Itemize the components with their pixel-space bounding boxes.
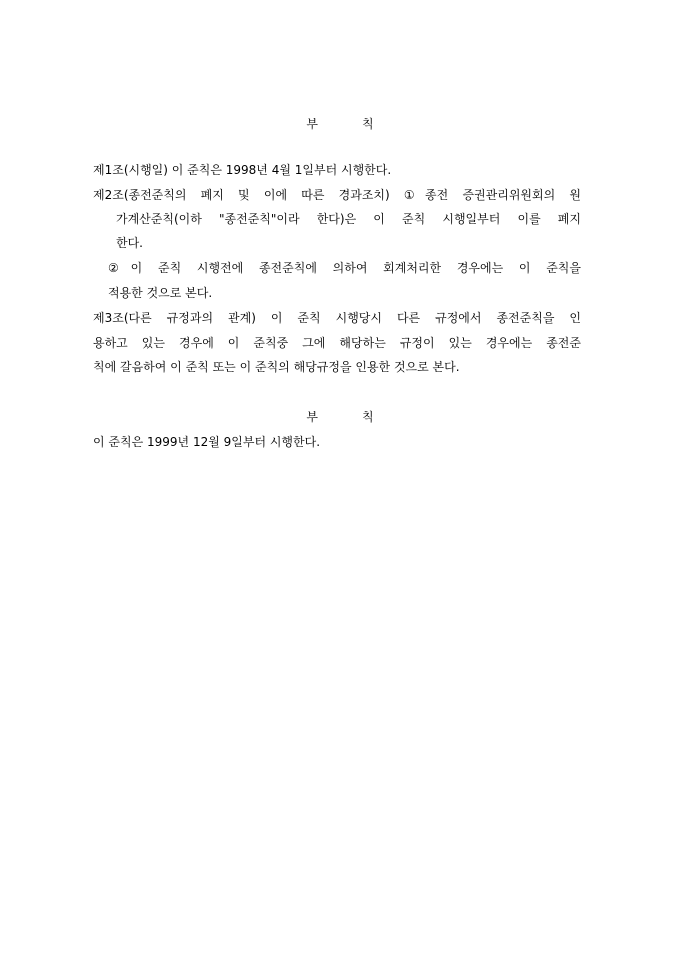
appendix-heading-2 [0,408,680,425]
appendix-heading-left: 부 [306,117,318,131]
appendix-heading-right: 칙 [362,117,374,131]
appendix-heading-1 [0,115,680,132]
appendix-heading-right: 칙 [362,410,374,424]
article-2-paragraph-2-line-2: 적용한 것으로 본다. [108,286,213,300]
article-3-line-3: 칙에 갈음하여 이 준칙 또는 이 준칙의 해당규정을 인용한 것으로 본다. [93,360,460,374]
article-2-line-2: 가계산준칙(이하 "종전준칙"이라 한다)은 이 준칙 시행일부터 이를 폐지 [116,212,581,226]
article-3-line-1: 제3조(다른 규정과의 관계) 이 준칙 시행당시 다른 규정에서 종전준칙을 인 [93,311,581,325]
article-1: 제1조(시행일) 이 준칙은 1998년 4월 1일부터 시행한다. [93,163,392,177]
appendix-heading-left: 부 [306,410,318,424]
appendix-2-text: 이 준칙은 1999년 12월 9일부터 시행한다. [93,435,321,449]
article-2-paragraph-2-line-1: ②이 준칙 시행전에 종전준칙에 의하여 회계처리한 경우에는 이 준칙을 [108,261,581,275]
article-3-line-2: 용하고 있는 경우에 이 준칙중 그에 해당하는 규정이 있는 경우에는 종전준 [93,336,581,350]
article-2-line-3: 한다. [116,236,143,250]
article-2-line-1: 제2조(종전준칙의 폐지 및 이에 따른 경과조치) ①종전 증권관리위원회의 원 [93,188,581,202]
